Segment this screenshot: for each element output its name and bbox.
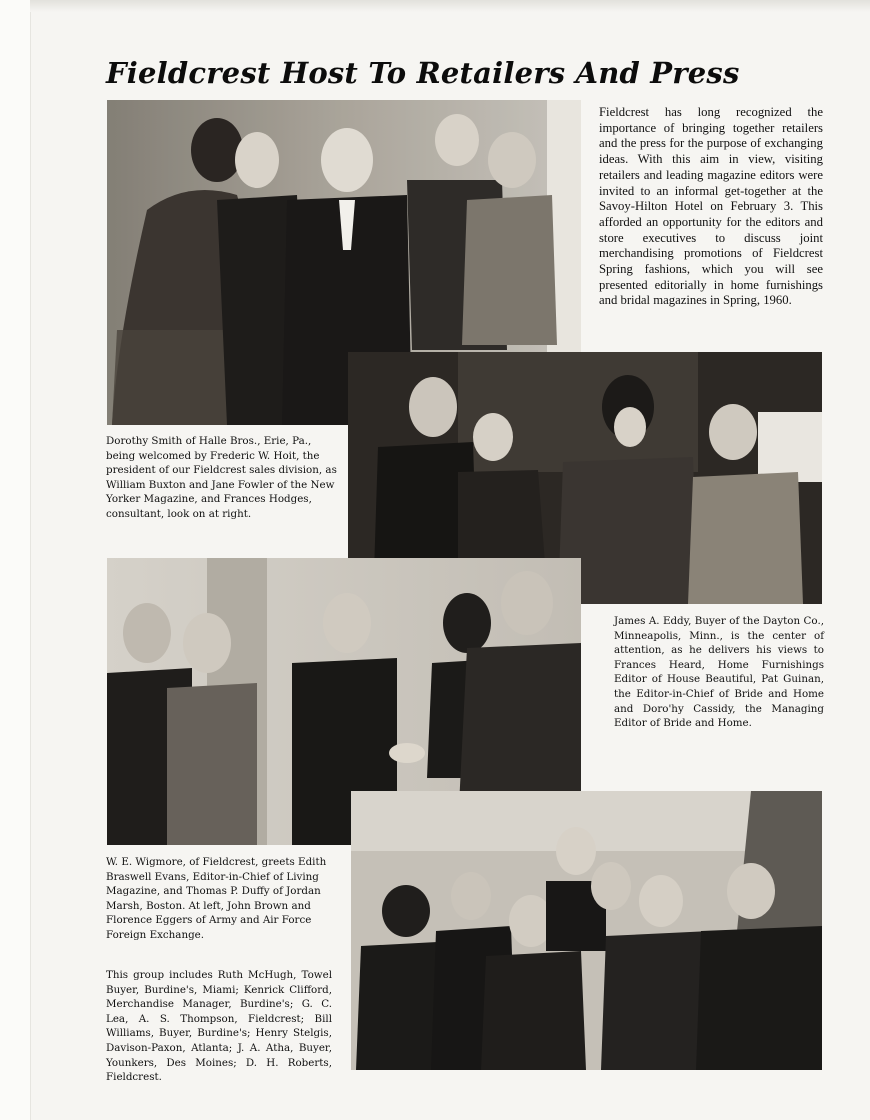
caption-handshake: W. E. Wigmore, of Fieldcrest, greets Edith Braswell Evans, Editor-in-Chief of Living Magazine, and Thomas P. Duffy of Jordan Marsh, Boston. At left, John Brown and Florence Eggers of Army and Air Force Foreign Exchange.: [106, 856, 327, 941]
intro-paragraph: Fieldcrest has long recognized the importance of bringing together retailers and the press for the purpose of exchanging ideas. With this aim in view, visiting retailers and leading magazine editors were invited to an informal get-together at the Savoy-Hilton Hotel on February 3. This afforded an opportunity for the editors and store executives to discuss joint merchandising promotions of Fieldcrest Spring fashions, which you will see presented editorially in home furnishings and bridal magazines in Spring, 1960.: [599, 105, 823, 308]
caption-group-burdines: This group includes Ruth McHugh, Towel Buyer, Burdine's, Miami; Kenrick Clifford, Merchandise Manager, Burdine's; G. C. Lea, A. S. Thompson, Fieldcrest; Bill Williams, Buyer, Burdine's; Henry Stelgis, Davison-Paxon, Atlanta; J. A. Atha, Buyer, Younkers, Des Moines; D. H. Roberts, Fieldcrest.: [106, 969, 332, 1084]
photo-group-burdines: [351, 791, 822, 1070]
caption-eddy-group: James A. Eddy, Buyer of the Dayton Co., Minneapolis, Minn., is the center of attention, as he delivers his views to Frances Heard, Home Furnishings Editor of House Beautiful, Pat Guinan, the Editor-in-Chief of Bride and Home and Doro'hy Cassidy, the Managing Editor of Bride and Home.: [614, 615, 824, 730]
caption-welcome: Dorothy Smith of Halle Bros., Erie, Pa., being welcomed by Frederic W. Hoit, the president of our Fieldcrest sales division, as William Buxton and Jane Fowler of the New Yorker Magazine, and Frances Hodges, consultant, look on at right.: [106, 435, 337, 520]
page-title: Fieldcrest Host To Retailers And Press: [106, 56, 740, 90]
page-top-shadow: [30, 0, 870, 12]
page-edge: [0, 0, 31, 1120]
